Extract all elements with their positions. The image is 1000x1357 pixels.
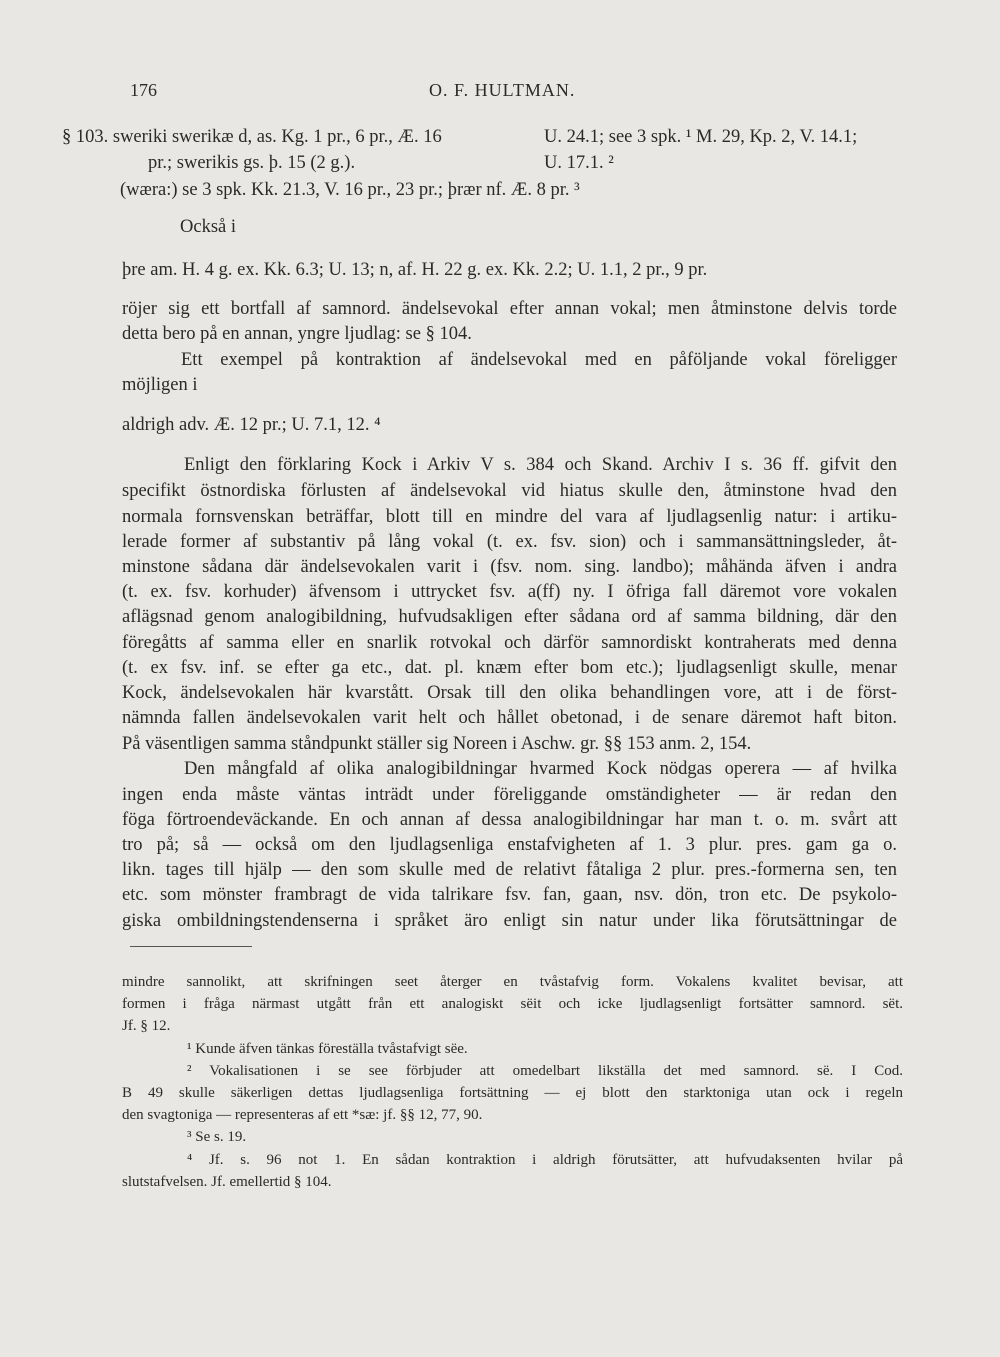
text-line: föga förtroendeväckande. En och annan af dessa analogibildningar har man t. o. m. svårt att [122, 810, 897, 830]
text-line: (t. ex. fsv. korhuder) äfvensom i uttrycket fsv. a(ff) ny. I öfriga fall däremot vore vokalen [122, 582, 897, 602]
text-line: Kock, ändelsevokalen här kvarstått. Orsak till den olika behandlingen vore, att i de först- [122, 683, 897, 703]
footnote-line: ¹ Kunde äfven tänkas föreställa tvåstafvigt sëe. [187, 1041, 468, 1057]
text-line: § 103. sweriki swerikæ d, as. Kg. 1 pr., 6 pr., Æ. 16 [62, 127, 442, 147]
footnote-line: B 49 skulle säkerligen dettas ljudlagsenliga fortsättning — ej blott den starktoniga utan ock i regeln [122, 1085, 903, 1101]
footnote-line: den svagtoniga — representeras af ett *sæ: jf. §§ 12, 77, 90. [122, 1107, 483, 1123]
text-line: Enligt den förklaring Kock i Arkiv V s. 384 och Skand. Archiv I s. 36 ff. gifvit den [184, 455, 897, 475]
text-line: minstone sådana där ändelsevokalen varit i (fsv. nom. sing. landbo); måhända äfven i andra [122, 557, 897, 577]
text-line: möjligen i [122, 375, 198, 395]
text-line: likn. tages till hjälp — den som skulle med de relativt fåtaliga 2 plur. pres.-formerna sen, ten [122, 860, 897, 880]
text-line: röjer sig ett bortfall af samnord. ändelsevokal efter annan vokal; men åtminstone delvis torde [122, 299, 897, 319]
text-line: (t. ex fsv. inf. se efter ga etc., dat. pl. knæm efter bom etc.); ljudlagsenligt skulle, menar [122, 658, 897, 678]
text-line: U. 24.1; see 3 spk. ¹ M. 29, Kp. 2, V. 14.1; [544, 127, 858, 147]
text-line: Ett exempel på kontraktion af ändelsevokal med en påföljande vokal föreligger [181, 350, 897, 370]
footnote-divider [130, 946, 252, 947]
text-line: På väsentligen samma ståndpunkt ställer sig Noreen i Aschw. gr. §§ 153 anm. 2, 154. [122, 734, 752, 754]
text-line: þre am. H. 4 g. ex. Kk. 6.3; U. 13; n, af. H. 22 g. ex. Kk. 2.2; U. 1.1, 2 pr., 9 pr. [122, 260, 708, 280]
text-line: aflägsnad genom analogibildning, hufvudsakligen efter sådana ord af samma bildning, där den [122, 607, 897, 627]
text-line: aldrigh adv. Æ. 12 pr.; U. 7.1, 12. ⁴ [122, 415, 381, 435]
footnote-line: Jf. § 12. [122, 1018, 171, 1034]
footnote-line: formen i fråga närmast utgått från ett analogiskt sëit och icke ljudlagsenligt fortsätter samnord. sët. [122, 996, 903, 1012]
text-line: föregåtts af samma eller en snarlik rotvokal och därför samnordiskt kontraherats med denna [122, 633, 897, 653]
footnote-line: slutstafvelsen. Jf. emellertid § 104. [122, 1174, 332, 1190]
text-line: lerade former af substantiv på lång vokal (t. ex. fsv. sion) och i sammansättningsleder, åt- [122, 532, 897, 552]
running-header: O. F. HULTMAN. [429, 80, 576, 100]
footnote-line: ⁴ Jf. s. 96 not 1. En sådan kontraktion i aldrigh förutsätter, att hufvudaksenten hvilar på [187, 1152, 903, 1168]
text-line: pr.; swerikis gs. þ. 15 (2 g.). [148, 153, 356, 173]
page-number: 176 [130, 80, 157, 100]
text-line: specifikt östnordiska förlusten af ändelsevokal vid hiatus skulle den, åtminstone hvad den [122, 481, 897, 501]
text-line: etc. som mönster frambragt de vida talrikare fsv. fan, gaan, nsv. dön, tron etc. De psykolo- [122, 885, 897, 905]
text-line: (wæra:) se 3 spk. Kk. 21.3, V. 16 pr., 23 pr.; þrær nf. Æ. 8 pr. ³ [120, 180, 580, 200]
footnote-line: ³ Se s. 19. [187, 1129, 247, 1145]
text-line: U. 17.1. ² [544, 153, 614, 173]
text-line: tro på; så — också om den ljudlagsenliga enstafvigheten af 1. 3 plur. pres. gam ga o. [122, 835, 897, 855]
text-line: nämnda fallen ändelsevokalen varit helt och hållet obetonad, i de senare däremot haft biton. [122, 708, 897, 728]
footnote-line: mindre sannolikt, att skrifningen seet återger en tvåstafvig form. Vokalens kvalitet bevisar, att [122, 974, 903, 990]
text-line: normala fornsvenskan beträffar, blott till en mindre del vara af ljudlagsenlig natur: i artiku- [122, 507, 897, 527]
text-line: Den mångfald af olika analogibildningar hvarmed Kock nödgas operera — af hvilka [184, 759, 897, 779]
text-line: detta bero på en annan, yngre ljudlag: se § 104. [122, 324, 472, 344]
text-line: giska ombildningstendenserna i språket äro enligt sin natur under lika förutsättningar de [122, 911, 897, 931]
footnote-line: ² Vokalisationen i se see förbjuder att omedelbart likställa det med samnord. së. I Cod. [187, 1063, 903, 1079]
text-line: ingen enda måste väntas inträdt under föreliggande omständigheter — är redan den [122, 785, 897, 805]
text-line: Också i [180, 217, 236, 237]
